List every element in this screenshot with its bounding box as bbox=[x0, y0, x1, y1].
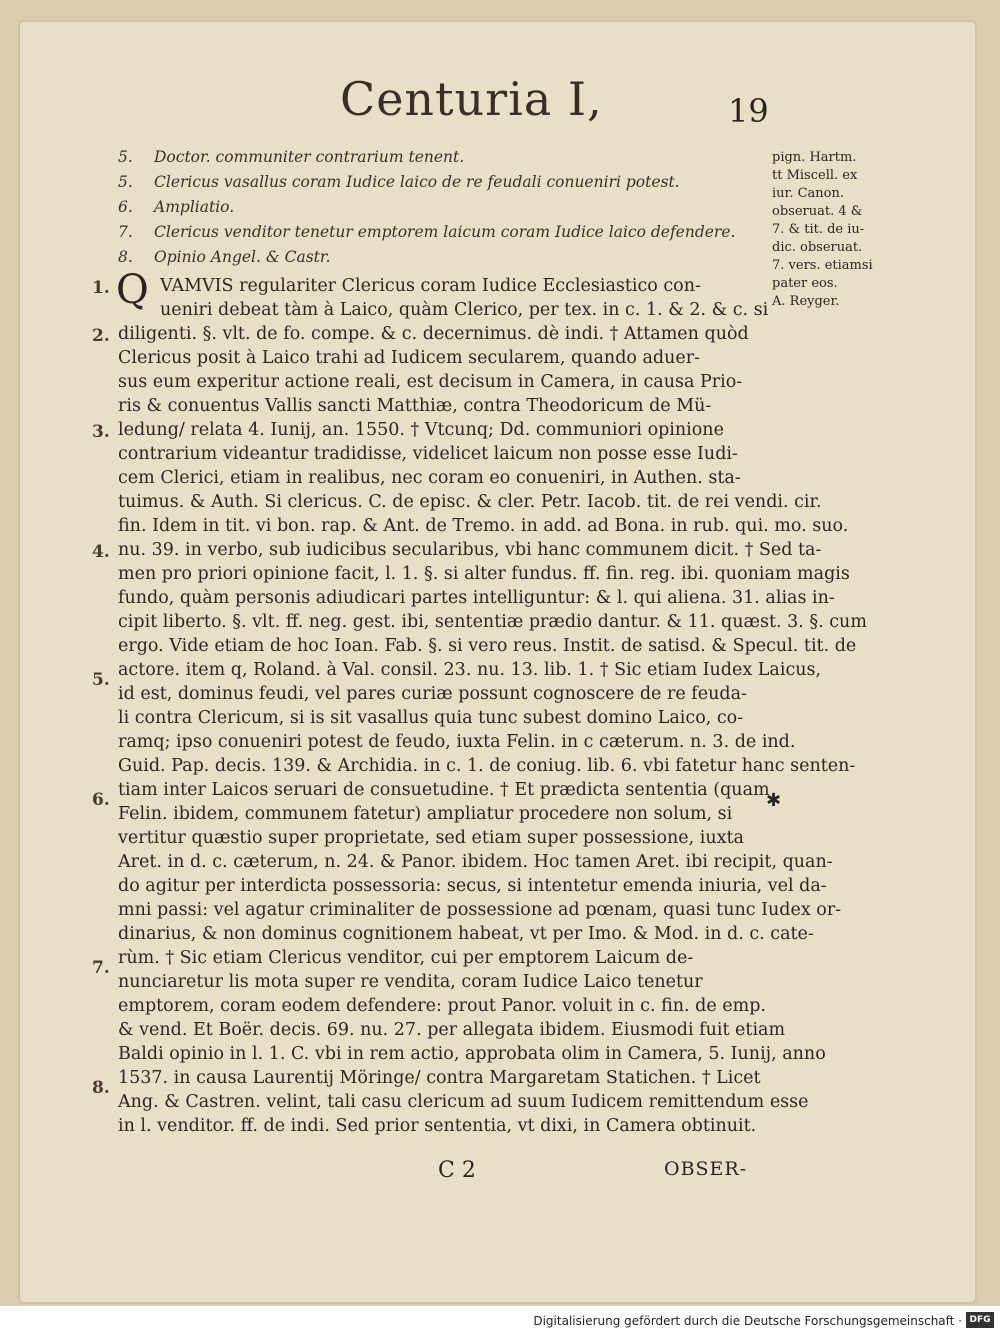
margin-note: dic. obseruat. bbox=[772, 240, 863, 255]
body-line: sus eum experitur actione reali, est decisum in Camera, in causa Prio- bbox=[118, 372, 743, 392]
margin-number: 4. bbox=[92, 542, 110, 562]
summary-line: 7. Clericus venditor tenetur emptorem laicum coram Iudice laico defendere. bbox=[118, 223, 736, 241]
summary-line: 6. Ampliatio. bbox=[118, 198, 235, 216]
margin-number: 1. bbox=[92, 278, 110, 298]
margin-number: 5. bbox=[92, 670, 110, 690]
signature-mark: C 2 bbox=[438, 1158, 476, 1183]
margin-note: obseruat. 4 & bbox=[772, 204, 863, 219]
margin-note: tt Miscell. ex bbox=[772, 168, 858, 183]
body-line: fin. Idem in tit. vi bon. rap. & Ant. de Tremo. in add. ad Bona. in rub. qui. mo. suo. bbox=[118, 516, 849, 536]
body-line: Felin. ibidem, communem fatetur) ampliatur procedere non solum, si bbox=[118, 804, 733, 824]
catchword: OBSER- bbox=[664, 1158, 748, 1180]
body-line: diligenti. §. vlt. de fo. compe. & c. decernimus. dè indi. † Attamen quòd bbox=[118, 324, 749, 344]
body-line: dinarius, & non dominus cognitionem habeat, vt per Imo. & Mod. in d. c. cate- bbox=[118, 924, 814, 944]
body-line: fundo, quàm personis adiudicari partes intelliguntur: & l. qui aliena. 31. alias in- bbox=[118, 588, 835, 608]
body-line: nunciaretur lis mota super re vendita, coram Iudice Laico tenetur bbox=[118, 972, 703, 992]
margin-number: 2. bbox=[92, 326, 110, 346]
asterisk-mark: ✱ bbox=[766, 790, 782, 811]
summary-line: 5. Doctor. communiter contrarium tenent. bbox=[118, 148, 465, 166]
margin-number: 6. bbox=[92, 790, 110, 810]
body-line: Baldi opinio in l. 1. C. vbi in rem actio, approbata olim in Camera, 5. Iunij, anno bbox=[118, 1044, 826, 1064]
summary-line: 5. Clericus vasallus coram Iudice laico de re feudali conueniri potest. bbox=[118, 173, 680, 191]
body-line: nu. 39. in verbo, sub iudicibus secularibus, vbi hanc communem dicit. † Sed ta- bbox=[118, 540, 822, 560]
body-line: Ang. & Castren. velint, tali casu clericum ad suum Iudicem remittendum esse bbox=[118, 1092, 809, 1112]
body-line: ledung/ relata 4. Iunij, an. 1550. † Vtcunq; Dd. communiori opinione bbox=[118, 420, 724, 440]
body-line: li contra Clericum, si is sit vasallus quia tunc subest domino Laico, co- bbox=[118, 708, 744, 728]
dfg-logo: DFG bbox=[966, 1312, 994, 1328]
margin-number: 3. bbox=[92, 422, 110, 442]
body-line: actore. item q, Roland. à Val. consil. 23. nu. 13. lib. 1. † Sic etiam Iudex Laicus, bbox=[118, 660, 822, 680]
margin-number: 7. bbox=[92, 958, 110, 978]
body-line: mni passi: vel agatur criminaliter de possessione ad pœnam, quasi tunc Iudex or- bbox=[118, 900, 842, 920]
body-line: ergo. Vide etiam de hoc Ioan. Fab. §. si vero reus. Instit. de satisd. & Specul. tit. de bbox=[118, 636, 857, 656]
body-line: cipit liberto. §. vlt. ff. neg. gest. ibi, sententiæ prædio dantur. & 11. quæst. 3. §. cum bbox=[118, 612, 867, 632]
body-line: emptorem, coram eodem defendere: prout Panor. voluit in c. fin. de emp. bbox=[118, 996, 766, 1016]
running-head-title: Centuria I, bbox=[340, 72, 603, 126]
body-line: rùm. † Sic etiam Clericus venditor, cui per emptorem Laicum de- bbox=[118, 948, 694, 968]
margin-note: 7. vers. etiamsi bbox=[772, 258, 873, 273]
body-line: 1537. in causa Laurentij Möringe/ contra Margaretam Statichen. † Licet bbox=[118, 1068, 761, 1088]
body-line: men pro priori opinione facit, l. 1. §. si alter fundus. ff. fin. reg. ibi. quoniam magis bbox=[118, 564, 850, 584]
margin-number: 8. bbox=[92, 1078, 110, 1098]
margin-note: iur. Canon. bbox=[772, 186, 844, 201]
body-line: VAMVIS regulariter Clericus coram Iudice Ecclesiastico con- bbox=[160, 276, 701, 296]
body-line: tuimus. & Auth. Si clericus. C. de episc. & cler. Petr. Iacob. tit. de rei vendi. cir. bbox=[118, 492, 822, 512]
body-line: in l. venditor. ff. de indi. Sed prior sententia, vt dixi, in Camera obtinuit. bbox=[118, 1116, 757, 1136]
body-line: Clericus posit à Laico trahi ad Iudicem secularem, quando aduer- bbox=[118, 348, 701, 368]
body-line: contrarium videantur tradidisse, videlicet laicum non posse esse Iudi- bbox=[118, 444, 738, 464]
body-line: do agitur per interdicta possessoria: secus, si intentetur emenda iniuria, vel da- bbox=[118, 876, 827, 896]
drop-capital: Q bbox=[116, 267, 149, 313]
body-line: id est, dominus feudi, vel pares curiæ possunt cognoscere de re feuda- bbox=[118, 684, 747, 704]
margin-note: pater eos. bbox=[772, 276, 838, 291]
body-line: Guid. Pap. decis. 139. & Archidia. in c. 1. de coniug. lib. 6. vbi fatetur hanc senten- bbox=[118, 756, 856, 776]
body-line: Aret. in d. c. cæterum, n. 24. & Panor. ibidem. Hoc tamen Aret. ibi recipit, quan- bbox=[118, 852, 833, 872]
summary-line: 8. Opinio Angel. & Castr. bbox=[118, 248, 331, 266]
margin-note: 7. & tit. de iu- bbox=[772, 222, 865, 237]
body-line: & vend. Et Boër. decis. 69. nu. 27. per allegata ibidem. Eiusmodi fuit etiam bbox=[118, 1020, 786, 1040]
funding-notice: Digitalisierung gefördert durch die Deutsche Forschungsgemeinschaft · bbox=[533, 1314, 962, 1328]
body-line: cem Clerici, etiam in realibus, nec coram eo conueniri, in Authen. sta- bbox=[118, 468, 741, 488]
page-number: 19 bbox=[728, 92, 769, 130]
footer-bar bbox=[0, 1306, 1000, 1338]
margin-note: A. Reyger. bbox=[772, 294, 840, 309]
body-line: tiam inter Laicos seruari de consuetudine. † Et prædicta sententia (quam bbox=[118, 780, 770, 800]
margin-note: pign. Hartm. bbox=[772, 150, 857, 165]
body-line: ramq; ipso conueniri potest de feudo, iuxta Felin. in c cæterum. n. 3. de ind. bbox=[118, 732, 796, 752]
body-line: vertitur quæstio super proprietate, sed etiam super possessione, iuxta bbox=[118, 828, 744, 848]
body-line: ris & conuentus Vallis sancti Matthiæ, contra Theodoricum de Mü- bbox=[118, 396, 712, 416]
body-line: ueniri debeat tàm à Laico, quàm Clerico, per tex. in c. 1. & 2. & c. si bbox=[160, 300, 769, 320]
